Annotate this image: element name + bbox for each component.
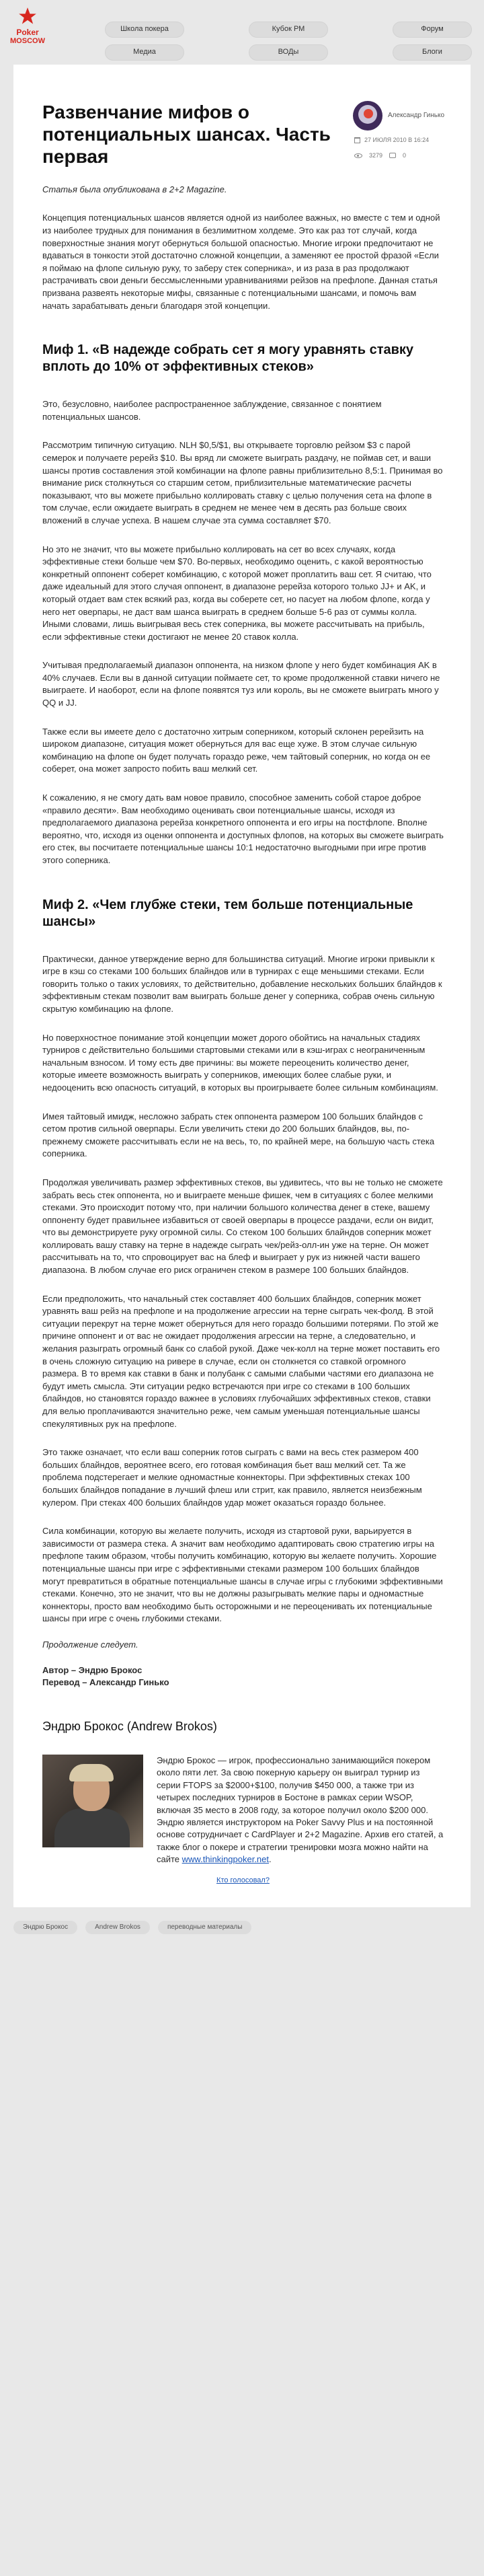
- bio-link[interactable]: www.thinkingpoker.net: [182, 1854, 270, 1865]
- author-bio: [42, 1755, 444, 1866]
- comments-count: 0: [403, 151, 407, 159]
- who-voted-link[interactable]: Кто голосовал?: [216, 1876, 270, 1884]
- published-note: Статья была опубликована в 2+2 Magazine.: [42, 184, 227, 194]
- myth2-paragraph: Практически, данное утверждение верно для большинства ситуаций. Многие игроки привыкли к игре в кэш со стеками 100 больших блайндов или в турнирах с еще меньшими стеками. Если говорить только о таких условиях, то действительно, добавление нескольких больших блайндов к эффективным стекам позволит вам выиграть больше денег у соперника, собрав очень сильную скрытую комбинацию на флопе.: [42, 953, 442, 1014]
- myth2-paragraph: Если предположить, что начальный стек составляет 400 больших блайндов, соперник может уравнять ваш рейз на префлопе и на продолжение агрессии на терне сыграть чек-фолд. В этой ситуации перекрут на терне может обернуться для него гораздо большими потерями. По этой же причине оппонент и от вас не ожидает продолжения агрессии на терне, а следовательно, и желания разыграть огромный банк со слабой рукой. Даже чек-колл на терне может поставить его в очень сложную ситуацию на ривере в случае, если он столкнется со ставкой огромного размера. В то время как ставки в банк и полубанк с самыми слабыми частями его диапазона не будут иметь смысла. Эти ситуации редко встречаются при игре со стеками в 100 больших блайндов, но становятся гораздо важнее в условиях глубочайших эффективных стеков, ставки для велью проплачиваются значительно реже, чем самым уменьшая потенциальные шансы спекулятивных рук на префлопе.: [42, 1293, 440, 1429]
- site-header: [0, 0, 484, 65]
- nav-forum[interactable]: Форум: [393, 22, 472, 38]
- logo-text-moscow: MOSCOW: [10, 37, 45, 45]
- myth2-paragraph: Но поверхностное понимание этой концепции может дорого обойтись на начальных стадиях турниров с действительно большими стартовыми стеками или в кэш-играх с неограниченным начальным взносом. И тому есть две причины: вы можете переоценить количество денег, которые имеете возможность выиграть у соперников, имеющих более слабые руки, и недооценить всю опасность ситуаций, в которых вы проигрываете более сильным комбинациям.: [42, 1032, 438, 1093]
- article-meta: [353, 101, 460, 160]
- author-row[interactable]: [353, 101, 460, 131]
- myth1-paragraph: Но это не значит, что вы можете прибыльно коллировать на сет во всех случаях, когда эффективные стеки больше чем $70. Во-первых, необходимо оценить, с какой вероятностью конкретный оппонент соберет комбинацию, с которой может проплатить ваш сет. Я считаю, что даже идеальный для этого случая оппонент, в диапазоне ререйза которого только JJ+ и AK, и который отдает вам стек всякий раз, когда вы соберете сет, но пасует на любом флопе, когда у него нет оверпары, не даст вам шанса выиграть в среднем больше 5-6 раз от суммы колла. Иными словами, лишь выигрывая весь стек соперника, вы можете рассчитывать на прибыль, если эффективные стеки достигают не менее 20 ставок колла.: [42, 544, 432, 642]
- tag-item[interactable]: Andrew Brokos: [85, 1921, 150, 1934]
- bio-text: Эндрю Брокос — игрок, профессионально занимающийся покером около пяти лет. За свою покерную карьеру он выиграл турнир из серии FTOPS за $2000+$100, получив $450 000, а также три из четырех последних турниров в Бостоне в рамках серии WSOP, включая 35 место в 2008 году, за которое получил около $200 000. Эндрю является инструктором на Poker Savvy Plus и на постоянной основе сотрудничает с CardPlayer и 2+2 Magazine. Архив его статей, а также блог о покере и стратегии тренировки мозга можно найти на сайте www.thinkingpoker.net.: [157, 1755, 444, 1865]
- myth2-heading: Миф 2. «Чем глубже стеки, тем больше потенциальные шансы»: [42, 897, 413, 929]
- nav-rm-cup[interactable]: Кубок РМ: [249, 22, 328, 38]
- myth2-paragraph: Это также означает, что если ваш соперник готов сыграть с вами на весь стек размером 400 больших блайндов, вероятнее всего, его готовая комбинация бьет ваш мелкий сет. Та же проблема подстерегает и мелкие одномастные коннекторы. При эффективных стеках 100 больших блайндов попадание в лучший флеш или стрит, как правило, является неизбежным кулером. При стеках 400 больших блайндов удар может оказаться гораздо больнее.: [42, 1447, 422, 1508]
- nav-blogs[interactable]: Блоги: [393, 44, 472, 61]
- main-nav: [105, 22, 457, 61]
- bio-description: Эндрю Брокос — игрок, профессионально занимающийся покером около пяти лет. За свою покерную карьеру он выиграл турнир из серии FTOPS за $2000+$100, получив $450 000, а также три из четырех последних турниров в Бостоне в рамках серии WSOP, включая 35 место в 2008 году, за которое получил около $200 000. Эндрю является инструктором на Poker Savvy Plus и на постоянной основе сотрудничает с CardPlayer и 2+2 Magazine. Архив его статей, а также блог о покере и стратегии тренировки мозга можно найти на сайте: [157, 1755, 444, 1865]
- views-count: 3279: [369, 151, 383, 159]
- credit-translator: Перевод – Александр Гинько: [42, 1677, 169, 1688]
- date-row: [354, 136, 460, 145]
- myth1-paragraph: Учитывая предполагаемый диапазон оппонента, на низком флопе у него будет комбинация AK в 40% случаев. Если вы в данной ситуации поймаете сет, то кроме продолженной ставки ничего не выиграете. И наоборот, если на флопе появятся туз или король, вы не сможете выиграть много у QQ и JJ.: [42, 660, 440, 708]
- author-photo: [42, 1755, 143, 1847]
- eye-icon: [354, 153, 362, 158]
- credit-author: Автор – Эндрю Брокос: [42, 1665, 143, 1676]
- myth1-paragraph: Это, безусловно, наиболее распространенное заблуждение, связанное с понятием потенциальных шансов.: [42, 399, 382, 422]
- myth2-paragraph: Сила комбинации, которую вы желаете получить, исходя из стартовой руки, варьируется в зависимости от размера стека. А значит вам необходимо адаптировать свою стратегию игры на префлопе таким образом, чтобы получить комбинацию, которую вы желаете получить. Хорошие потенциальные шансы при игре с эффективными стеками размером 100 больших блайндов могут превратиться в обратные потенциальные шансы в случае игры с глубокими эффективными стеками. Конечно, это не значит, что вы не должны разыгрывать мелкие пары и одномастные коннекторы, просто вам необходимо быть осторожными и не переоценивать их потенциальные шансы при игре с очень глубокими стеками.: [42, 1526, 443, 1624]
- myth1-paragraph: Также если вы имеете дело с достаточно хитрым соперником, который склонен ререйзить на широком диапазоне, ситуация может обернуться для вас еще хуже. В этом случае сильную комбинацию на флопе он будет получать гораздо реже, чем тайтовый соперник, но когда он ее соберет, она может запросто побить ваш мелкий сет.: [42, 726, 431, 774]
- publish-date: 27 ИЮЛЯ 2010 В 16:24: [364, 137, 430, 143]
- nav-media[interactable]: Медиа: [105, 44, 184, 61]
- tag-item[interactable]: переводные материалы: [158, 1921, 252, 1934]
- myth2-paragraph: Имея тайтовый имидж, несложно забрать стек оппонента размером 100 больших блайндов с сетом против сильной оверпары. Если увеличить стеки до 200 больших блайндов, вы, по-прежнему сможете рассчитывать если не на весь, то, по крайней мере, на большую часть стека соперника.: [42, 1111, 435, 1159]
- nav-vods[interactable]: ВОДы: [249, 44, 328, 61]
- myth1-paragraph: К сожалению, я не смогу дать вам новое правило, способное заменить собой старое доброе «правило десяти». Вам необходимо оценивать свои потенциальные шансы, исходя из предполагаемого диапазона ререйза конкретного оппонента и его игры на постфлопе. Вполне вероятно, что, исходя из оценки оппонента и доступных флопов, на которых вы сможете выиграть его стек, вы посчитаете потенциальные шансы 10:1 недостаточно выгодными при игре против этого соперника.: [42, 793, 444, 866]
- star-icon: [18, 7, 37, 26]
- page-title: Развенчание мифов о потенциальных шансах. Часть первая: [42, 102, 331, 167]
- nav-poker-school[interactable]: Школа покера: [105, 22, 184, 38]
- tag-item[interactable]: Эндрю Брокос: [13, 1921, 77, 1934]
- site-logo[interactable]: [0, 0, 55, 65]
- intro-paragraph: Концепция потенциальных шансов является одной из наиболее важных, но вместе с тем и одной из наиболее трудных для понимания в безлимитном холдеме. Это как раз тот случай, когда поверхностные знания могут обернуться большой опасностью. Многие игроки предпочитают не вдаваться в тонкости этой достаточно сложной концепции, а заменяют ее простой фразой «Если я поймаю на флопе сильную руку, то заберу стек соперника», и из раза в раз продолжают растрачивать свои деньги бессмысленными уравниваниями рейзов на префлопе. Данная статья призвана развеять некоторые мифы, связанные с потенциальными шансами, и помочь вам начать зарабатывать деньги благодаря этой концепции.: [42, 213, 440, 311]
- myth1-heading: Миф 1. «В надежде собрать сет я могу уравнять ставку вплоть до 10% от эффективных стеков»: [42, 342, 414, 375]
- tag-list: [13, 1907, 484, 1934]
- myth1-paragraph: Рассмотрим типичную ситуацию. NLH $0,5/$1, вы открываете торговлю рейзом $3 с парой семерок и получаете ререйз $10. Вы вряд ли сможете выиграть раздачу, не поймав сет, и ваши шансы против составления этой комбинации на флопе равны приблизительно 8,5:1. Принимая во внимание риск столкнуться со старшим сетом, приблизительные математические расчеты показывают, что вы можете прибыльно коллировать ставку с целью получения сета на флопе в том случае, если ожидаете выиграть в среднем не менее чем в десять раз больше своих вложений в случае успеха. В нашем случае эта сумма составляет $70.: [42, 440, 443, 525]
- article-card: [13, 65, 471, 1907]
- myth2-paragraph: Продолжая увеличивать размер эффективных стеков, вы удивитесь, что вы не только не сможете забрать весь стек оппонента, но и выиграете меньше фишек, чем в ситуациях с более мелкими стеками. Это происходит потому что, при наличии большого количества денег в стеке, вашему оппоненту будет правильнее избавиться от своей оверпары в процессе раздачи, если он видит, что вы демонстрируете руку огромной силы. Со стеком 100 больших блайндов соперник может коллировать вашу ставку на терне в надежде сыграть чек/рейз-олл-ин уже на терне. Он может рассчитывать на то, что спровоцирует вас на блеф и выиграет у рук из нижней части вашего диапазона. В любом случае его риск ограничен стеком в размере 100 больших блайндов.: [42, 1177, 443, 1276]
- avatar[interactable]: [353, 101, 382, 131]
- calendar-icon: [354, 137, 360, 143]
- continued-note: Продолжение следует.: [42, 1639, 138, 1650]
- stats-row: [354, 151, 460, 160]
- comment-icon: [389, 153, 396, 158]
- author-name[interactable]: Александр Гинько: [388, 111, 445, 119]
- bio-heading: Эндрю Брокос (Andrew Brokos): [42, 1720, 217, 1734]
- logo-text-poker: Poker: [16, 28, 39, 37]
